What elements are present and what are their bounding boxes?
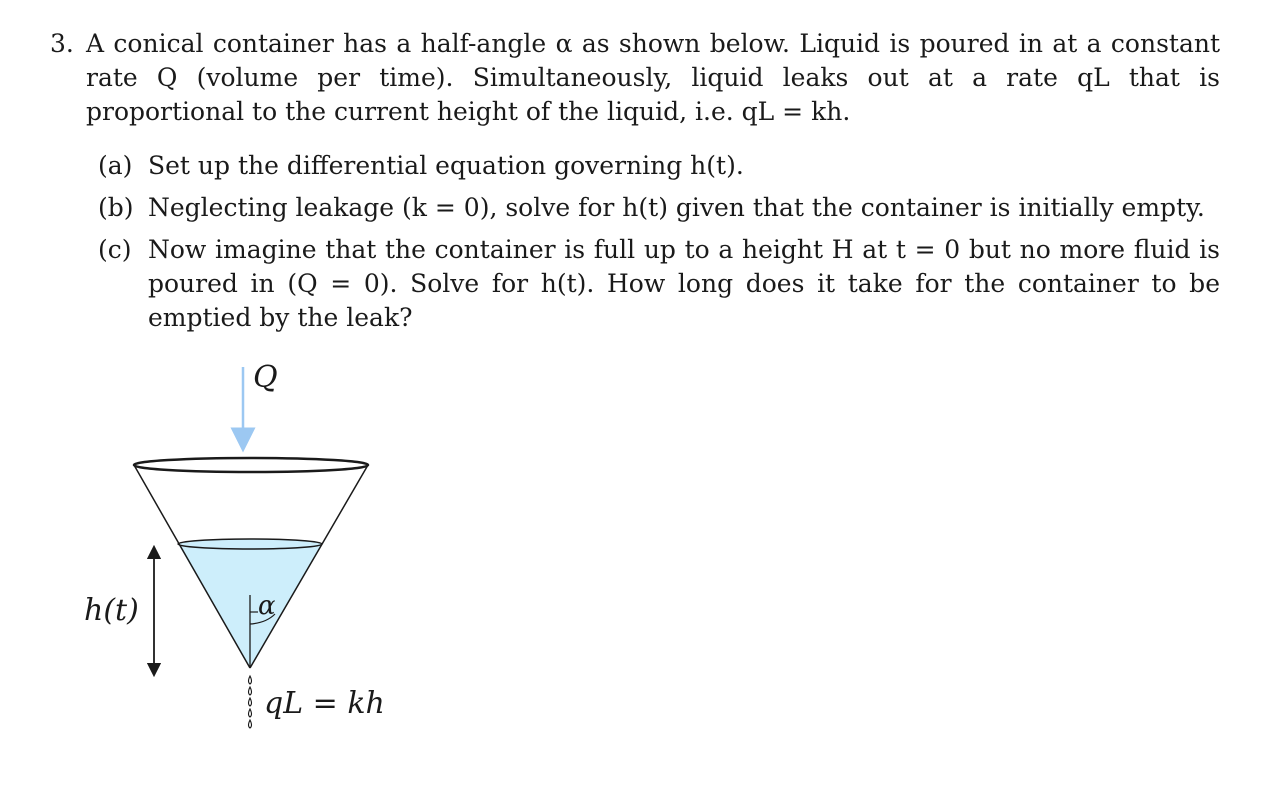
cone-rim (134, 458, 368, 472)
inflow-label: Q (253, 360, 278, 395)
leak-drops (249, 676, 252, 728)
leak-label: qL = kh (264, 686, 385, 721)
drop-5 (249, 720, 252, 728)
problem-number: 3. (50, 29, 74, 58)
part-b-label: (b) (98, 193, 134, 222)
drop-3 (249, 698, 252, 706)
drop-4 (249, 709, 252, 717)
part-a-label: (a) (98, 151, 133, 180)
part-c-text: Now imagine that the container is full up to a height H at t = 0 but no more fluid is poured in (Q = 0). Solve for h(t). How long does it take for the container to be emptied by the leak? (148, 235, 1220, 332)
angle-label: α (258, 591, 276, 621)
problem-stem: A conical container has a half-angle α as shown below. Liquid is poured in at a constant rate Q (volume per time). Simultaneously, liquid leaks out at a rate qL that is proportional to the current height of the liquid, i.e. qL = kh. (86, 29, 1220, 126)
drop-1 (249, 676, 252, 684)
part-c-label: (c) (98, 235, 132, 264)
liquid-surface (178, 539, 322, 549)
drop-2 (249, 687, 252, 695)
part-a-text: Set up the differential equation governing h(t). (148, 151, 744, 180)
height-label: h(t) (84, 593, 139, 628)
part-b-text: Neglecting leakage (k = 0), solve for h(t) given that the container is initially empty. (148, 193, 1205, 222)
